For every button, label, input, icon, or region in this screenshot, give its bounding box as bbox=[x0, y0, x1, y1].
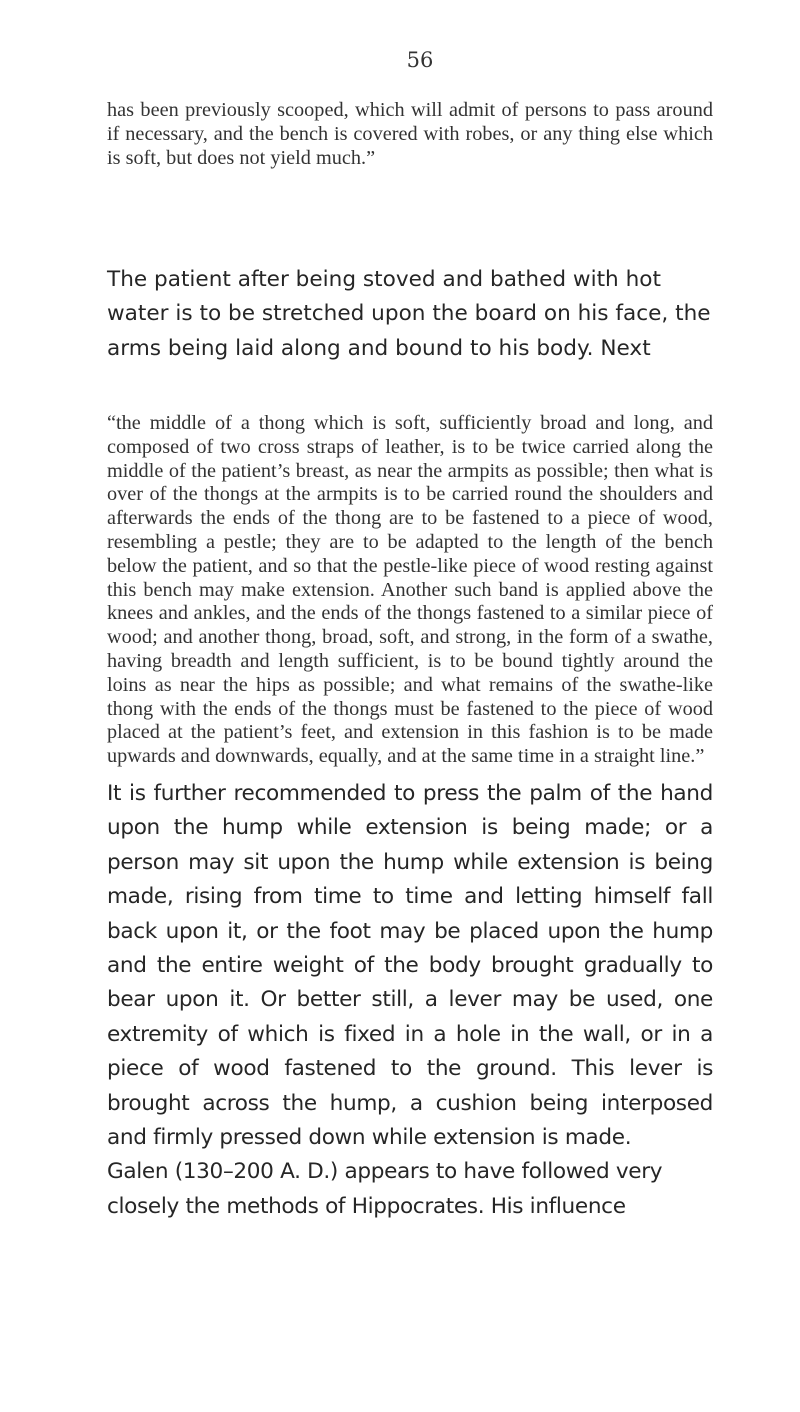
body-paragraph-hump-pressure: It is further recommended to press the palm of the hand upon the hump while extension is being made; or a person may sit upon the hump while extension is being made, rising from time to time and letting himself fall back upon it, or the foot may be placed upon the hump and the entire weight of the body brought gradually to bear upon it. Or better still, a lever may be used, one extremity of which is fixed in a hole in the wall, or in a piece of wood fastened to the ground. This lever is brought across the hump, a cushion being interposed and firmly pressed down while extension is made. bbox=[107, 781, 713, 1151]
body-text-lower bbox=[107, 777, 713, 1224]
quoted-passage-continuation: has been previously scooped, which will admit of persons to pass around if necessary, and the bench is covered with robes, or any thing else which is soft, but does not yield much.” bbox=[107, 99, 713, 169]
body-paragraph-patient-stretched: The patient after being stoved and bathed with hot water is to be stretched upon the board on his face, the arms being laid along and bound to his body. Next bbox=[107, 267, 711, 361]
page-number: 56 bbox=[406, 48, 434, 72]
body-paragraph-galen: Galen (130–200 A. D.) appears to have followed very closely the methods of Hippocrates. His influence bbox=[107, 1159, 663, 1219]
quoted-passage-thong-extension: “the middle of a thong which is soft, sufficiently broad and long, and composed of two cross straps of leather, is to be twice carried along the middle of the patient’s breast, as near the armpits as possible; then what is over of the thongs at the armpits is to be carried round the shoulders and afterwards the ends of the thong are to be fastened to a piece of wood, resembling a pestle; they are to be adapted to the length of the bench below the patient, and so that the pestle-like piece of wood resting against this bench may make extension. Another such band is applied above the knees and ankles, and the ends of the thongs fastened to a similar piece of wood; and another thong, broad, soft, and strong, in the form of a swathe, having breadth and length sufficient, is to be bound tightly around the loins as near the hips as possible; and what remains of the swathe-like thong with the ends of the thongs must be fastened to the piece of wood placed at the patient’s feet, and extension in this fashion is to be made upwards and downwards, equally, and at the same time in a straight line.” bbox=[107, 412, 713, 768]
